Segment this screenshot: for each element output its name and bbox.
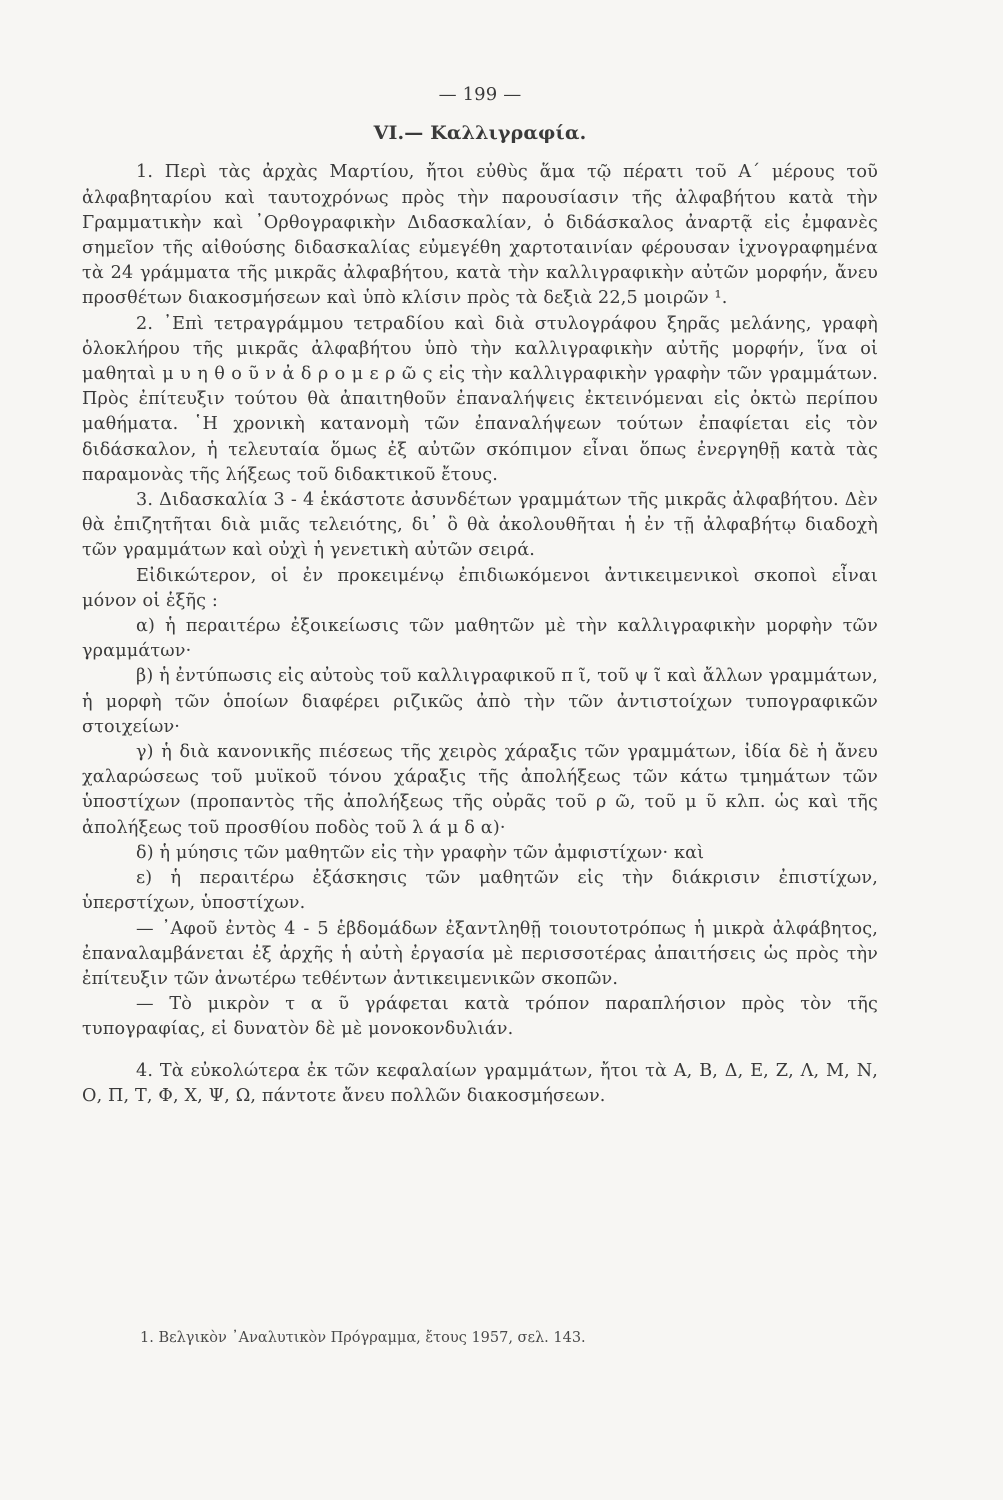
list-item-e: ε) ἡ περαιτέρω ἐξάσκησις τῶν μαθητῶν εἰς τὴν διάκρισιν ἐπιστίχων, ὑπερστίχων, ὑποστίχων. xyxy=(82,868,878,914)
paragraph-objectives-intro: Εἰδικώτερον, οἱ ἐν προκειμένῳ ἐπιδιωκόμενοι ἀντικειμενικοὶ σκοποὶ εἶναι μόνον οἱ ἑξῆς : xyxy=(82,565,878,611)
list-item-d: δ) ἡ μύησις τῶν μαθητῶν εἰς τὴν γραφὴν τῶν ἀμφιστίχων· καὶ xyxy=(136,842,705,863)
page-number: — 199 — xyxy=(438,84,522,105)
page-body xyxy=(82,82,878,1109)
list-item-b: β) ἡ ἐντύπωσις εἰς αὐτοὺς τοῦ καλλιγραφικοῦ π ῖ, τοῦ ψ ῖ καὶ ἄλλων γραμμάτων, ἡ μορφὴ τῶν ὁποίων διαφέρει ριζικῶς ἀπὸ τὴν τῶν ἀντιστοίχων τυπογραφικῶν στοιχείων· xyxy=(82,666,878,737)
footnote: 1. Βελγικὸν ᾿Αναλυτικὸν Πρόγραμμα, ἔτους 1957, σελ. 143. xyxy=(140,1330,586,1346)
paragraph-3: 3. Διδασκαλία 3 - 4 ἑκάστοτε ἀσυνδέτων γραμμάτων τῆς μικρᾶς ἀλφαβήτου. Δὲν θὰ ἐπιζητῆται διὰ μιᾶς τελειότης, δι᾽ ὃ θὰ ἀκολουθῆται ἡ ἐν τῇ ἀλφαβήτῳ διαδοχὴ τῶν γραμμάτων καὶ οὐχὶ ἡ γενετικὴ αὐτῶν σειρά. xyxy=(82,490,878,561)
paragraph-4: 4. Τὰ εὐκολώτερα ἐκ τῶν κεφαλαίων γραμμάτων, ἤτοι τὰ Α, Β, Δ, Ε, Ζ, Λ, Μ, Ν, Ο, Π, Τ, Φ, Χ, Ψ, Ω, πάντοτε ἄνευ πολλῶν διακοσμήσεων. xyxy=(82,1060,878,1106)
paragraph-1: 1. Περὶ τὰς ἀρχὰς Μαρτίου, ἤτοι εὐθὺς ἅμα τῷ πέρατι τοῦ Α΄ μέρους τοῦ ἀλφαβηταρίου καὶ ταυτοχρόνως πρὸς τὴν παρουσίασιν τῆς ἀλφαβήτου κατὰ τὴν Γραμματικὴν καὶ ᾿Ορθογραφικὴν Διδασκαλίαν, ὁ διδάσκαλος ἀναρτᾷ εἰς ἐμφανὲς σημεῖον τῆς αἰθούσης διδασκαλίας εὐμεγέθη χαρτοταινίαν φέρουσαν ἰχνογραφημένα τὰ 24 γράμματα τῆς μικρᾶς ἀλφαβήτου, κατὰ τὴν καλλιγραφικὴν αὐτῶν μορφήν, ἄνευ προσθέτων διακοσμήσεων καὶ ὑπὸ κλίσιν πρὸς τὰ δεξιὰ 22,5 μοιρῶν ¹. xyxy=(82,162,878,309)
list-item-c: γ) ἡ διὰ κανονικῆς πιέσεως τῆς χειρὸς χάραξις τῶν γραμμάτων, ἰδία δὲ ἡ ἄνευ χαλαρώσεως τοῦ μυϊκοῦ τόνου χάραξις τῆς ἀπολήξεως τῶν κάτω τμημάτων τῶν ὑποστίχων (προπαντὸς τῆς ἀπολήξεως τῆς οὐρᾶς τοῦ ρ ῶ, τοῦ μ ῦ κλπ. ὡς καὶ τῆς ἀπολήξεως τοῦ προσθίου ποδὸς τοῦ λ ά μ δ α)· xyxy=(82,742,878,838)
section-heading: VI.— Καλλιγραφία. xyxy=(373,122,587,145)
paragraph-2: 2. ᾿Επὶ τετραγράμμου τετραδίου καὶ διὰ στυλογράφου ξηρᾶς μελάνης, γραφὴ ὁλοκλήρου τῆς μικρᾶς ἀλφαβήτου ὑπὸ τὴν καλλιγραφικὴν αὐτῆς μορφήν, ἵνα οἱ μαθηταὶ μ υ η θ ο ῦ ν ἀ δ ρ ο μ ε ρ ῶ ς εἰς τὴν καλλιγραφικὴν γραφὴν τῶν γραμμάτων. Πρὸς ἐπίτευξιν τούτου θὰ ἀπαιτηθοῦν ἐπαναλήψεις ἐκτεινόμεναι εἰς ὀκτὼ περίπου μαθήματα. ῾Η χρονικὴ κατανομὴ τῶν ἐπαναλήψεων τούτων ἐπαφίεται εἰς τὸν διδάσκαλον, ἡ τελευταία ὅμως ἐξ αὐτῶν σκόπιμον εἶναι ὅπως ἐνεργηθῇ κατὰ τὰς παραμονὰς τῆς λήξεως τοῦ διδακτικοῦ ἔτους. xyxy=(82,313,878,485)
paragraph-tau: — Τὸ μικρὸν τ α ῦ γράφεται κατὰ τρόπον παραπλήσιον πρὸς τὸν τῆς τυπογραφίας, εἰ δυνατὸν δὲ μὲ μονοκονδυλιάν. xyxy=(82,994,878,1040)
paragraph-repeat: — ᾿Αφοῦ ἐντὸς 4 - 5 ἑβδομάδων ἐξαντληθῇ τοιουτοτρόπως ἡ μικρὰ ἀλφάβητος, ἐπαναλαμβάνεται ἐξ ἀρχῆς ἡ αὐτὴ ἐργασία μὲ περισσοτέρας ἀπαιτήσεις ὡς πρὸς τὴν ἐπίτευξιν τῶν ἀνωτέρω τεθέντων ἀντικειμενικῶν σκοπῶν. xyxy=(82,918,878,989)
list-item-a: α) ἡ περαιτέρω ἐξοικείωσις τῶν μαθητῶν μὲ τὴν καλλιγραφικὴν μορφὴν τῶν γραμμάτων· xyxy=(82,616,878,662)
